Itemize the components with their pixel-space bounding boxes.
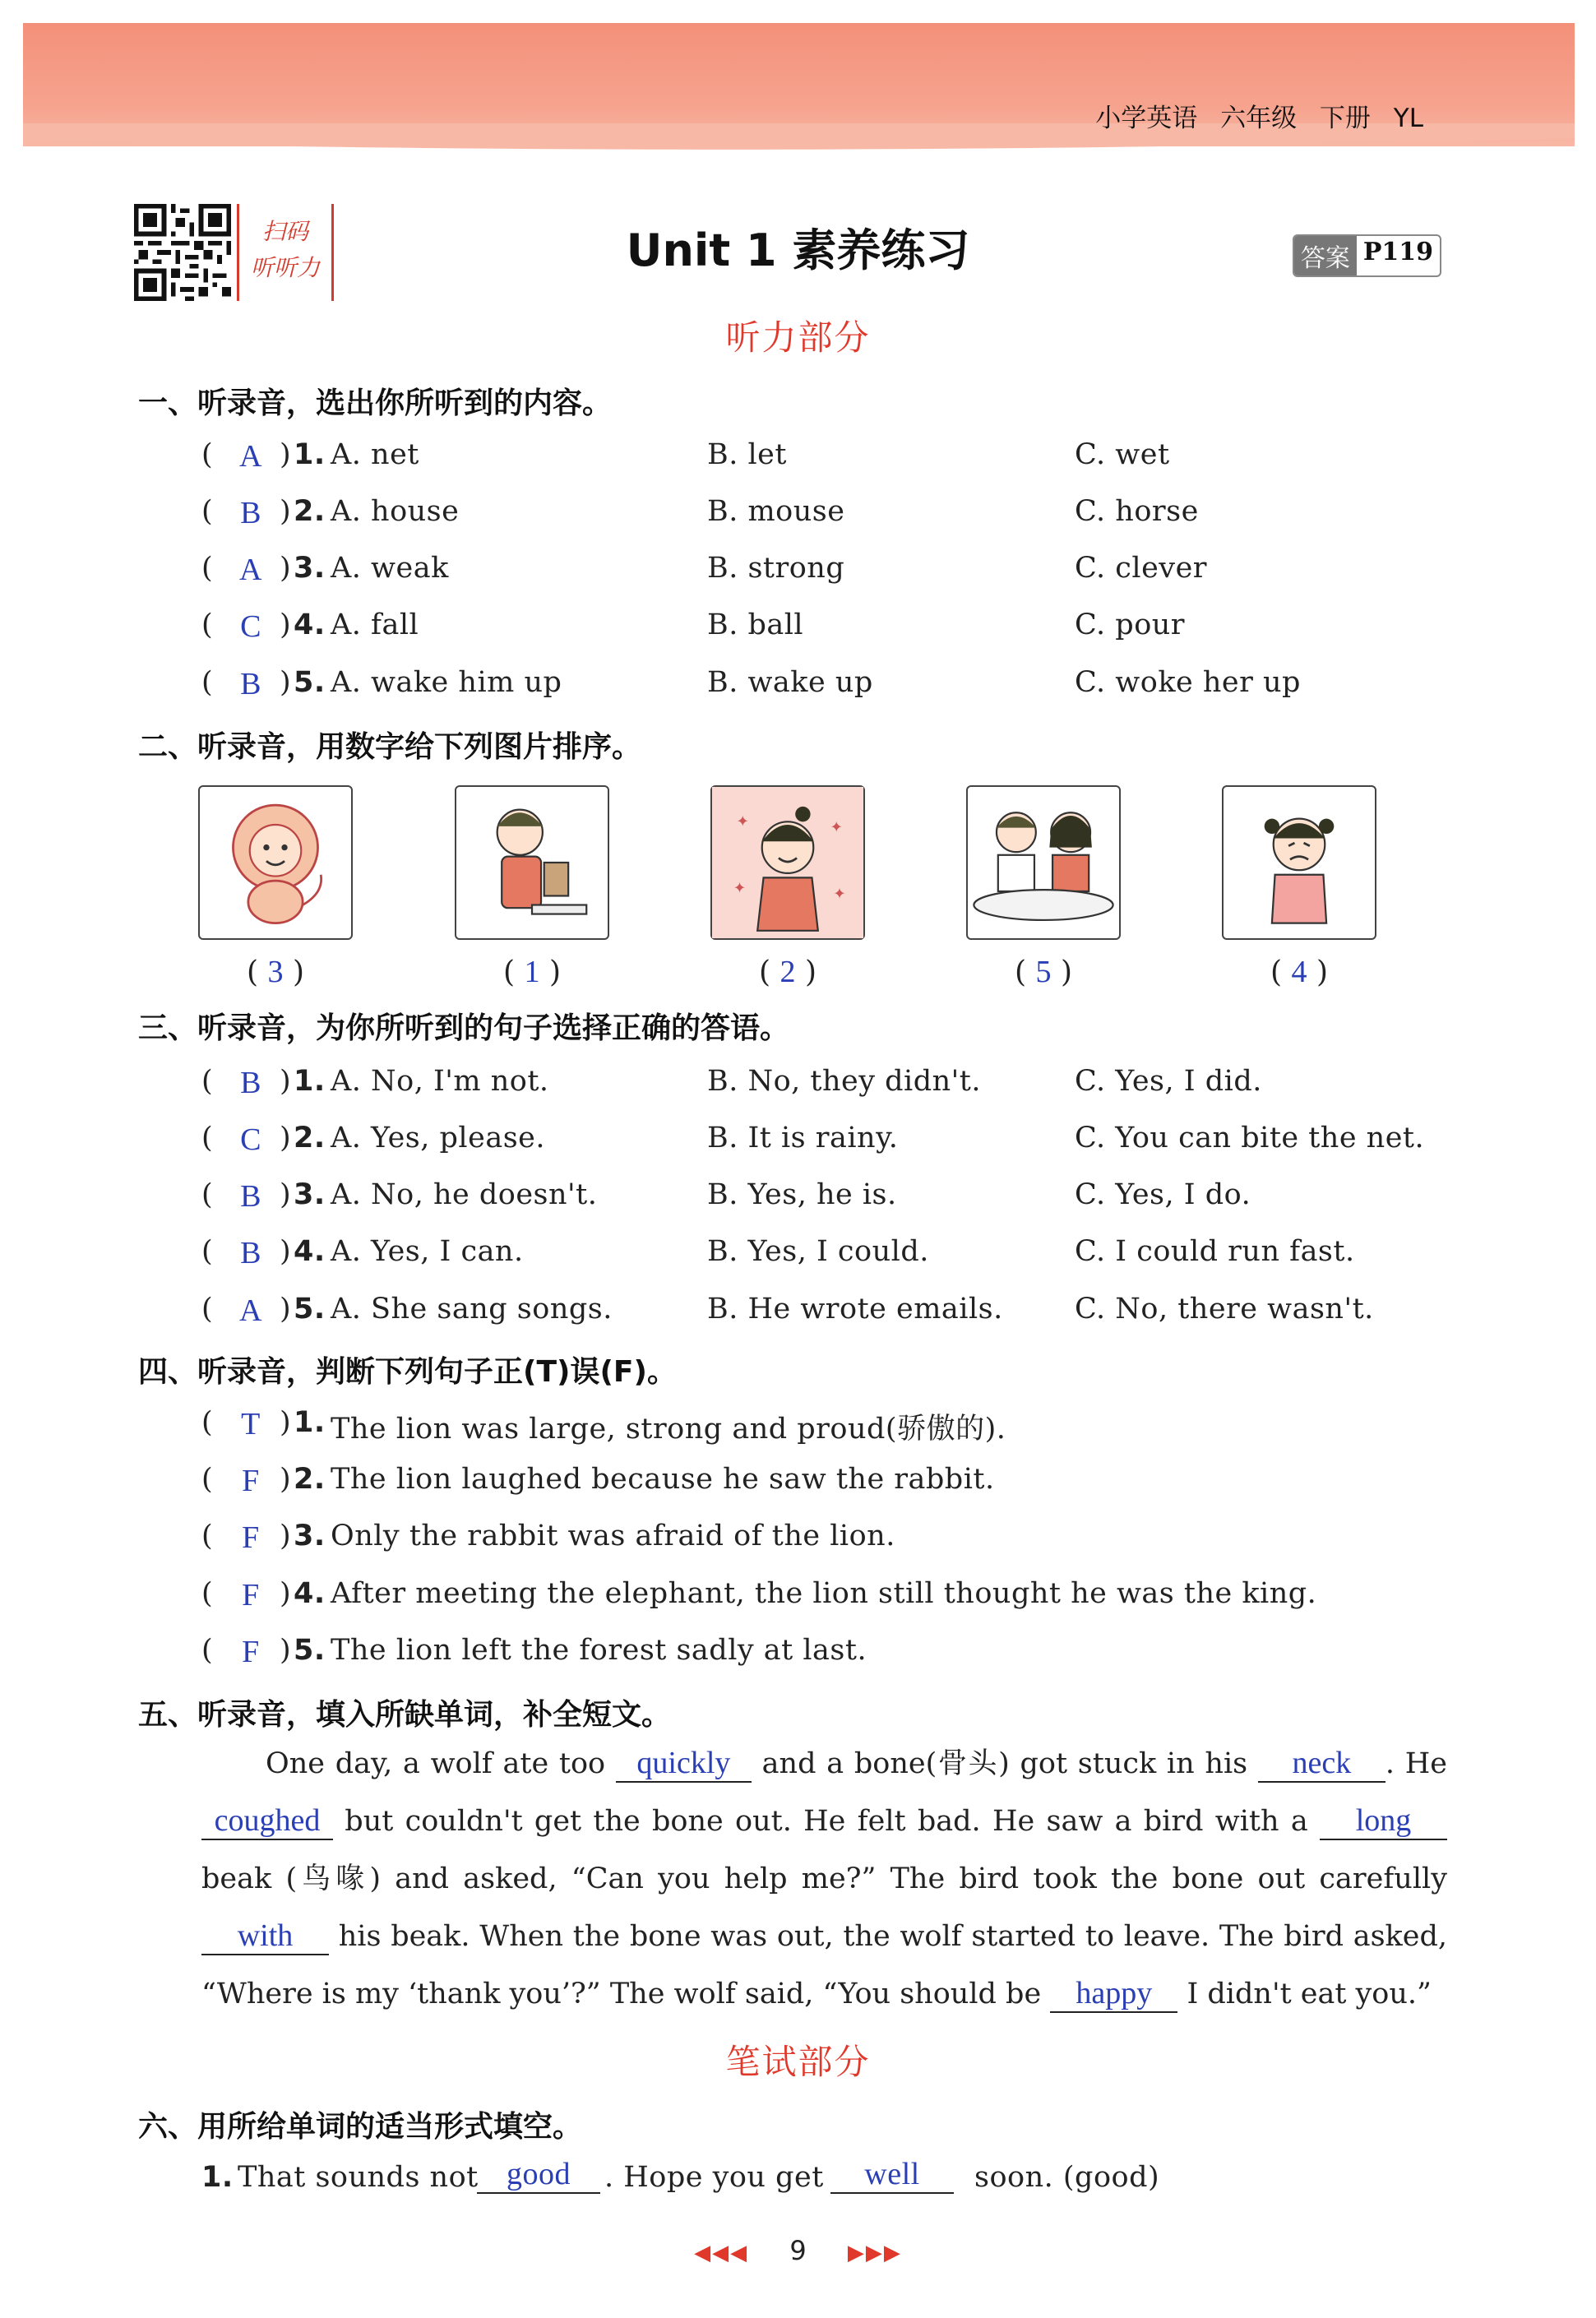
list-item: ( C ) 2. A. Yes, please. B. It is rainy. C. You can bite the net. <box>201 1122 1425 1157</box>
answer-blank[interactable]: 1 <box>524 955 540 989</box>
item-number: 4. <box>294 1235 326 1268</box>
option-b: B. strong <box>707 552 845 585</box>
answer-page: P119 <box>1362 238 1433 266</box>
svg-text:✦: ✦ <box>830 819 843 837</box>
page-number: 9 <box>789 2235 807 2266</box>
book-meta: 小学英语 六年级 下册 YL <box>1095 104 1423 133</box>
answer-reference <box>1293 234 1441 277</box>
svg-text:✦: ✦ <box>733 879 747 897</box>
svg-text:✦: ✦ <box>736 812 749 831</box>
answer-blank[interactable]: B <box>240 1236 261 1270</box>
cloze-blank[interactable]: quickly <box>616 1745 752 1783</box>
answer-blank[interactable]: A <box>239 439 262 474</box>
two-children-icon <box>968 787 1119 938</box>
answer-blank[interactable]: C <box>240 609 261 644</box>
answer-blank[interactable]: 3 <box>267 955 284 989</box>
item-number: 3. <box>294 1178 326 1211</box>
item-number: 5. <box>294 1634 326 1667</box>
option-c: C. Yes, I did. <box>1075 1065 1262 1098</box>
section-heading-1: 一、听录音，选出你所听到的内容。 <box>138 386 613 420</box>
girl-crying-icon <box>1224 787 1375 938</box>
answer-blank[interactable]: B <box>240 1066 261 1100</box>
statement: After meeting the elephant, the lion still thought he was the king. <box>331 1577 1317 1610</box>
scan-label-line2: 听听力 <box>250 254 320 281</box>
list-item: ( B ) 3. A. No, he doesn't. B. Yes, he is. C. Yes, I do. <box>201 1178 1251 1214</box>
answer-blank[interactable]: T <box>241 1407 261 1441</box>
option-b: B. wake up <box>707 666 873 699</box>
picture-card <box>198 785 353 940</box>
option-c: C. horse <box>1075 495 1199 528</box>
answer-blank[interactable]: F <box>242 1520 260 1555</box>
picture-card <box>1222 785 1376 940</box>
option-a: A. fall <box>331 608 419 641</box>
item-number: 3. <box>294 552 326 585</box>
section-heading-5: 五、听录音，填入所缺单词，补全短文。 <box>138 1698 672 1732</box>
picture-answer: ( 5 ) <box>1015 955 1072 989</box>
scan-label-line1: 扫码 <box>261 218 308 245</box>
option-a: A. She sang songs. <box>331 1293 613 1326</box>
picture-answer: ( 2 ) <box>759 955 817 989</box>
option-c: C. I could run fast. <box>1075 1235 1355 1268</box>
item-number: 1. <box>294 1065 326 1098</box>
statement: The lion was large, strong and proud(骄傲的). <box>331 1413 1006 1446</box>
list-item: ( F ) 4. After meeting the elephant, the lion still thought he was the king. <box>201 1577 1317 1612</box>
cloze-blank[interactable]: happy <box>1050 1975 1177 2013</box>
paren-open: ( <box>201 438 214 471</box>
list-item: ( A ) 5. A. She sang songs. B. He wrote emails. C. No, there wasn't. <box>201 1293 1374 1328</box>
option-a: A. wake him up <box>331 666 562 699</box>
option-c: C. wet <box>1075 438 1170 471</box>
cloze-passage: One day, a wolf ate too quickly and a bone(骨头) got stuck in his neck . He coughed but couldn't get the bone out. He felt bad. He saw a bird with a long beak (鸟喙) and asked, “Can you help me?” The bird took the bone out carefully with his beak. When the bone was out, the wolf started to leave. The bird asked, “Where is my ‘thank you’?” The wolf said, “You should be happy I didn't eat you.” <box>201 1735 1447 2023</box>
item-number: 2. <box>294 1122 326 1154</box>
item-number: 2. <box>294 495 326 528</box>
item-number: 5. <box>294 1293 326 1326</box>
option-a: A. net <box>331 438 419 471</box>
option-c: C. woke her up <box>1075 666 1301 699</box>
part-title-listening: 听力部分 <box>725 317 871 358</box>
picture-card <box>966 785 1121 940</box>
option-a: A. house <box>331 495 460 528</box>
option-c: C. clever <box>1075 552 1208 585</box>
svg-text:✦: ✦ <box>833 886 846 904</box>
picture-answer: ( 4 ) <box>1270 955 1328 989</box>
option-a: A. No, he doesn't. <box>331 1178 598 1211</box>
cloze-blank[interactable]: with <box>201 1918 329 1955</box>
option-b: B. He wrote emails. <box>707 1293 1003 1326</box>
list-item: ( B ) 5. A. wake him up B. wake up C. woke her up <box>201 666 1301 701</box>
answer-blank[interactable]: 2 <box>779 955 796 989</box>
fill-blank[interactable]: good <box>477 2156 600 2194</box>
page-title: Unit 1 素养练习 <box>626 224 970 276</box>
picture-answer: ( 1 ) <box>503 955 561 989</box>
option-a: A. No, I'm not. <box>331 1065 549 1098</box>
list-item: ( B ) 2. A. house B. mouse C. horse <box>201 495 1199 530</box>
prev-arrows-icon: ◀◀◀ <box>694 2241 749 2265</box>
answer-blank[interactable]: B <box>240 496 261 530</box>
section-heading-2: 二、听录音，用数字给下列图片排序。 <box>138 730 642 764</box>
page-footer <box>0 2235 1596 2266</box>
option-c: C. You can bite the net. <box>1075 1122 1425 1154</box>
list-item: ( F ) 2. The lion laughed because he saw the rabbit. <box>201 1463 995 1498</box>
option-b: B. Yes, I could. <box>707 1235 929 1268</box>
option-b: B. No, they didn't. <box>707 1065 981 1098</box>
item-number: 3. <box>294 1520 326 1552</box>
list-item: ( C ) 4. A. fall B. ball C. pour <box>201 608 1186 644</box>
list-item: ( T ) 1. The lion was large, strong and proud(骄傲的). <box>201 1406 1006 1446</box>
statement: Only the rabbit was afraid of the lion. <box>331 1520 895 1552</box>
option-b: B. mouse <box>707 495 845 528</box>
answer-blank[interactable]: F <box>242 1578 260 1612</box>
boy-reading-icon <box>456 787 608 938</box>
section-heading-3: 三、听录音，为你所听到的句子选择正确的答语。 <box>138 1011 790 1045</box>
picture-card <box>710 785 865 940</box>
part-title-written: 笔试部分 <box>725 2042 871 2082</box>
answer-blank[interactable]: A <box>239 1293 262 1328</box>
section-heading-4: 四、听录音，判断下列句子正(T)误(F)。 <box>138 1355 677 1389</box>
list-item: ( B ) 4. A. Yes, I can. B. Yes, I could. C. I could run fast. <box>201 1235 1355 1270</box>
list-item: ( B ) 1. A. No, I'm not. B. No, they didn't. C. Yes, I did. <box>201 1065 1262 1100</box>
picture-answer: ( 3 ) <box>247 955 304 989</box>
option-a: A. weak <box>331 552 449 585</box>
answer-blank[interactable]: A <box>239 553 262 587</box>
option-a: A. Yes, I can. <box>331 1235 524 1268</box>
option-c: C. pour <box>1075 608 1186 641</box>
option-a: A. Yes, please. <box>331 1122 545 1154</box>
list-item: ( A ) 1. A. net B. let C. wet <box>201 438 1170 474</box>
option-b: B. Yes, he is. <box>707 1178 897 1211</box>
answer-blank[interactable]: 4 <box>1291 955 1307 989</box>
fill-blank[interactable]: well <box>830 2156 954 2194</box>
answer-blank[interactable]: B <box>240 1179 261 1214</box>
answer-blank[interactable]: C <box>240 1122 261 1157</box>
item-number: 4. <box>294 1577 326 1610</box>
item-number: 4. <box>294 608 326 641</box>
option-b: B. let <box>707 438 787 471</box>
cloze-blank[interactable]: coughed <box>201 1802 333 1840</box>
girl-happy-icon <box>712 787 863 938</box>
option-c: C. Yes, I do. <box>1075 1178 1251 1211</box>
next-arrows-icon: ▶▶▶ <box>847 2241 902 2265</box>
item-number: 5. <box>294 666 326 699</box>
cloze-blank[interactable]: long <box>1320 1802 1447 1840</box>
option-b: B. It is rainy. <box>707 1122 899 1154</box>
list-item: ( A ) 3. A. weak B. strong C. clever <box>201 552 1208 587</box>
statement: The lion laughed because he saw the rabbit. <box>331 1463 995 1496</box>
option-c: C. No, there wasn't. <box>1075 1293 1374 1326</box>
lion-icon <box>200 787 351 938</box>
answer-blank[interactable]: F <box>242 1464 260 1498</box>
list-item: ( F ) 5. The lion left the forest sadly at last. <box>201 1634 867 1669</box>
cloze-blank[interactable]: neck <box>1258 1745 1386 1783</box>
list-item: ( F ) 3. Only the rabbit was afraid of the lion. <box>201 1520 895 1555</box>
section-heading-6: 六、用所给单词的适当形式填空。 <box>138 2110 583 2144</box>
statement: The lion left the forest sadly at last. <box>331 1634 867 1667</box>
list-item: 1. That sounds not good . Hope you get well soon. (good) <box>201 2157 1160 2194</box>
item-number: 1. <box>201 2161 234 2194</box>
picture-card <box>455 785 609 940</box>
item-number: 1. <box>294 1406 326 1439</box>
option-b: B. ball <box>707 608 804 641</box>
item-number: 1. <box>294 438 326 471</box>
answer-blank[interactable]: 5 <box>1035 955 1052 989</box>
answer-label: 答案 <box>1294 236 1357 275</box>
item-number: 2. <box>294 1463 326 1496</box>
answer-blank[interactable]: B <box>240 667 261 701</box>
answer-blank[interactable]: F <box>242 1635 260 1669</box>
